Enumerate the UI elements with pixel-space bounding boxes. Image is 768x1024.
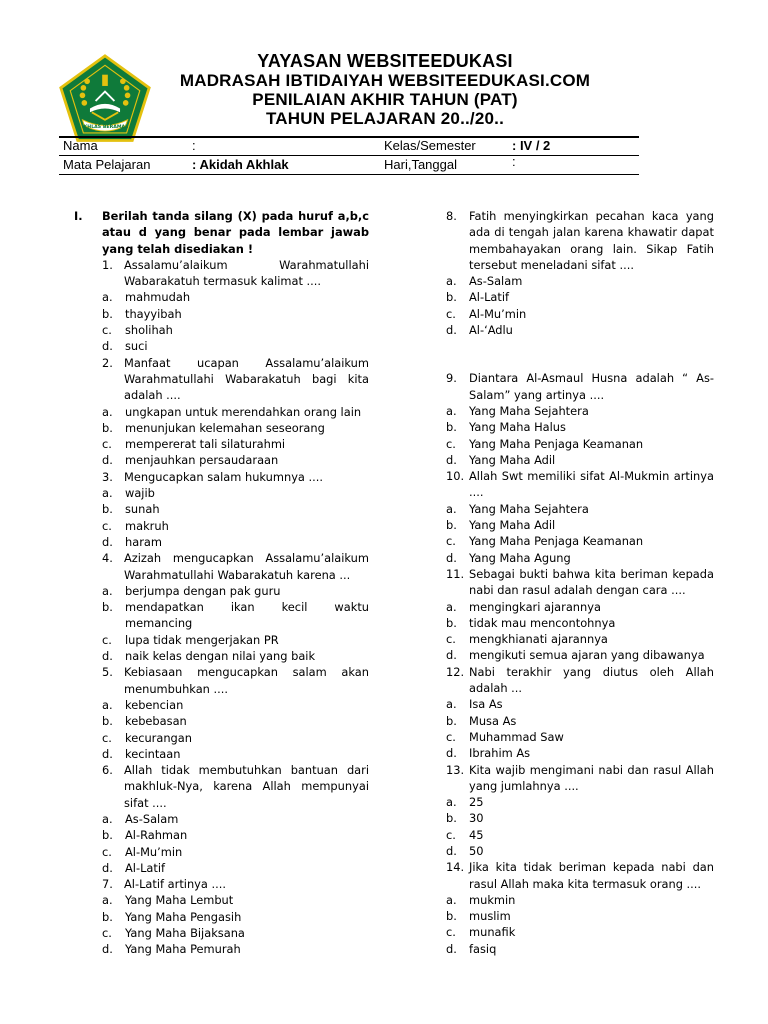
answer-option[interactable] — [102, 746, 369, 762]
option-text: kebebasan — [125, 714, 187, 729]
question-text: Manfaat ucapan Assalamu’alaikum Warahmatullahi Wabarakatuh bagi kita adalah .... — [124, 355, 369, 403]
question-text: Al-Latif artinya .... — [124, 877, 226, 892]
academic-year: TAHUN PELAJARAN 20../20.. — [265, 109, 504, 128]
answer-option[interactable] — [102, 827, 369, 843]
option-letter: c. — [102, 730, 112, 745]
question-8 — [446, 208, 714, 338]
answer-option[interactable] — [446, 647, 714, 663]
option-text: Yang Maha Sejahtera — [469, 403, 589, 418]
option-text: lupa tidak mengerjakan PR — [125, 632, 279, 647]
kemenag-logo — [58, 54, 152, 148]
question-text: Kita wajib mengimani nabi dan rasul Allah yang jumlahnya .... — [469, 762, 714, 793]
nama-label: Nama — [63, 138, 98, 153]
option-text: 25 — [469, 795, 484, 810]
option-letter: a. — [446, 697, 457, 712]
option-text: munafik — [469, 925, 516, 940]
question-text: Azizah mengucapkan Assalamu’alaikum Warahmatullahi Wabarakatuh karena ... — [124, 551, 369, 582]
answer-option[interactable] — [102, 404, 369, 420]
question-stem — [102, 550, 369, 583]
option-text: Yang Maha Pemurah — [125, 942, 241, 957]
question-number: 2. — [102, 355, 113, 370]
option-text: muslim — [469, 909, 511, 924]
option-letter: a. — [446, 274, 457, 289]
option-text: As-Salam — [469, 274, 523, 289]
option-letter: d. — [446, 941, 457, 956]
answer-option[interactable] — [446, 827, 714, 843]
option-letter: d. — [102, 339, 113, 354]
option-text: Musa As — [469, 713, 517, 728]
option-text: Yang Maha Lembut — [125, 893, 234, 908]
answer-option[interactable] — [102, 420, 369, 436]
option-letter: a. — [102, 290, 113, 305]
option-text: suci — [125, 339, 148, 354]
option-text: mukmin — [469, 892, 516, 907]
answer-option[interactable] — [102, 811, 369, 827]
question-stem — [102, 469, 369, 485]
option-letter: b. — [102, 306, 113, 321]
answer-option[interactable] — [102, 860, 369, 876]
option-letter: d. — [102, 860, 113, 875]
option-letter: a. — [102, 404, 113, 419]
answer-option[interactable] — [102, 306, 369, 322]
info-divider — [59, 155, 639, 156]
option-text: sholihah — [125, 323, 173, 338]
question-text: Allah Swt memiliki sifat Al-Mukmin artinya .... — [469, 469, 714, 500]
answer-option[interactable] — [102, 632, 369, 648]
option-letter: b. — [446, 290, 457, 305]
question-number: 7. — [102, 877, 113, 892]
question-text: Assalamu’alaikum Warahmatullahi Wabarakatuh termasuk kalimat .... — [124, 257, 369, 289]
option-text: haram — [125, 534, 162, 549]
question-stem — [102, 762, 369, 811]
option-text: Al-Mu’min — [469, 306, 527, 321]
answer-option[interactable] — [446, 631, 714, 647]
question-12 — [446, 664, 714, 762]
answer-option[interactable] — [102, 338, 369, 354]
answer-option[interactable] — [102, 289, 369, 305]
question-text: Mengucapkan salam hukumnya .... — [124, 469, 324, 484]
info-bottom-divider — [59, 174, 639, 175]
question-13 — [446, 762, 714, 860]
question-10 — [446, 468, 714, 566]
option-letter: d. — [102, 534, 113, 549]
option-letter: c. — [102, 518, 112, 533]
option-letter: a. — [102, 811, 113, 826]
question-text: Fatih menyingkirkan pecahan kaca yang ada di tengah jalan karena khawatir dapat membahayakan orang lain. Sikap Fatih tersebut meneladani sifat .... — [469, 209, 714, 272]
answer-option[interactable] — [102, 518, 369, 534]
option-text: Al-Latif — [469, 290, 510, 305]
option-text: mendapatkan ikan kecil waktu memancing — [125, 600, 369, 631]
option-text: Al-‘Adlu — [469, 323, 513, 338]
option-letter: b. — [102, 828, 113, 843]
answer-option[interactable] — [102, 925, 369, 941]
option-text: menjauhkan persaudaraan — [125, 453, 279, 468]
answer-option[interactable] — [446, 306, 714, 322]
question-number: 12. — [446, 664, 465, 679]
question-number: 5. — [102, 665, 113, 680]
option-text: As-Salam — [125, 811, 179, 826]
answer-option[interactable] — [102, 941, 369, 957]
mapel-value: : Akidah Akhlak — [192, 157, 289, 172]
option-letter: a. — [446, 501, 457, 516]
question-5 — [102, 664, 369, 762]
option-letter: b. — [446, 713, 457, 728]
question-stem — [446, 762, 714, 795]
answer-option[interactable] — [446, 599, 714, 615]
question-text: Diantara Al-Asmaul Husna adalah “ As-Salam” yang artinya .... — [469, 371, 714, 402]
question-number: 11. — [446, 566, 465, 581]
option-letter: d. — [102, 649, 113, 664]
answer-option[interactable] — [102, 730, 369, 746]
question-number: 14. — [446, 860, 465, 875]
answer-option[interactable] — [446, 794, 714, 810]
question-text: Jika kita tidak beriman kepada nabi dan rasul Allah maka kita termasuk orang .... — [469, 860, 714, 891]
answer-option[interactable] — [446, 615, 714, 631]
answer-option[interactable] — [446, 713, 714, 729]
answer-option[interactable] — [446, 533, 714, 549]
option-letter: a. — [102, 697, 113, 712]
question-stem — [446, 208, 714, 273]
answer-option[interactable] — [446, 729, 714, 745]
question-stem — [446, 370, 714, 403]
answer-option[interactable] — [446, 403, 714, 419]
option-text: Al-Rahman — [125, 828, 188, 843]
question-stem — [102, 257, 369, 290]
answer-option[interactable] — [102, 909, 369, 925]
option-text: sunah — [125, 502, 160, 517]
answer-option[interactable] — [102, 452, 369, 468]
answer-option[interactable] — [446, 908, 714, 924]
question-2 — [102, 355, 369, 469]
option-text: Yang Maha Penjaga Keamanan — [469, 534, 644, 549]
option-letter: b. — [446, 615, 457, 630]
option-letter: d. — [102, 746, 113, 761]
hari-label: Hari,Tanggal — [384, 157, 457, 172]
option-text: Al-Latif — [125, 860, 166, 875]
option-letter: d. — [446, 843, 457, 858]
question-number: 4. — [102, 551, 113, 566]
option-text: Yang Maha Adil — [469, 452, 556, 467]
answer-option[interactable] — [102, 485, 369, 501]
option-letter: c. — [102, 323, 112, 338]
answer-option[interactable] — [446, 322, 714, 338]
option-letter: c. — [446, 729, 456, 744]
option-letter: d. — [446, 550, 457, 565]
option-text: Yang Maha Bijaksana — [125, 926, 245, 941]
answer-option[interactable] — [446, 745, 714, 761]
header-divider — [59, 136, 639, 138]
answer-option[interactable] — [102, 599, 369, 632]
section-numeral: I. — [74, 209, 83, 223]
option-letter: c. — [446, 436, 456, 451]
option-letter: c. — [446, 632, 456, 647]
answer-option[interactable] — [102, 648, 369, 664]
answer-option[interactable] — [446, 289, 714, 305]
question-number: 8. — [446, 209, 457, 223]
question-6 — [102, 762, 369, 876]
option-letter: b. — [446, 909, 457, 924]
answer-option[interactable] — [446, 843, 714, 859]
option-text: mengikuti semua ajaran yang dibawanya — [469, 648, 705, 663]
option-text: Yang Maha Halus — [469, 420, 566, 435]
option-letter: c. — [102, 437, 112, 452]
option-letter: a. — [102, 486, 113, 501]
question-stem — [102, 664, 369, 697]
question-14 — [446, 859, 714, 957]
option-text: Yang Maha Adil — [469, 518, 556, 533]
option-text: mempererat tali silaturahmi — [125, 437, 286, 452]
option-letter: a. — [446, 892, 457, 907]
option-text: Al-Mu’min — [125, 844, 183, 859]
option-text: wajib — [125, 486, 155, 501]
answer-option[interactable] — [446, 273, 714, 289]
right-question-list — [446, 208, 714, 957]
option-text: mengingkari ajarannya — [469, 599, 601, 614]
left-question-list — [102, 257, 369, 958]
option-text: mengkhianati ajarannya — [469, 632, 608, 647]
option-text: naik kelas dengan nilai yang baik — [125, 649, 316, 664]
option-letter: d. — [446, 648, 457, 663]
question-11 — [446, 566, 714, 664]
answer-option[interactable] — [102, 436, 369, 452]
option-text: kecurangan — [125, 730, 192, 745]
option-text: kecintaan — [125, 746, 181, 761]
answer-option[interactable] — [446, 436, 714, 452]
option-letter: c. — [102, 632, 112, 647]
option-text: 45 — [469, 827, 484, 842]
option-letter: a. — [446, 795, 457, 810]
right-column — [446, 208, 714, 957]
answer-option[interactable] — [446, 892, 714, 908]
question-text: Nabi terakhir yang diutus oleh Allah adalah ... — [469, 664, 714, 696]
answer-option[interactable] — [446, 941, 714, 957]
answer-option[interactable] — [446, 419, 714, 435]
foundation-name: YAYASAN WEBSITEEDUKASI — [257, 51, 513, 71]
question-9 — [446, 370, 714, 468]
option-letter: d. — [102, 942, 113, 957]
option-letter: b. — [102, 714, 113, 729]
school-name: MADRASAH IBTIDAIYAH WEBSITEEDUKASI.COM — [179, 71, 591, 90]
question-number: 6. — [102, 763, 113, 778]
option-letter: b. — [102, 909, 113, 924]
answer-option[interactable] — [102, 534, 369, 550]
answer-option[interactable] — [446, 517, 714, 533]
option-text: menunjukan kelemahan seseorang — [125, 420, 325, 435]
question-7 — [102, 876, 369, 957]
question-stem — [102, 355, 369, 404]
option-text: makruh — [125, 518, 169, 533]
answer-option[interactable] — [102, 583, 369, 599]
nama-separator: : — [192, 138, 196, 153]
option-text: tidak mau mencontohnya — [469, 615, 616, 630]
option-letter: a. — [102, 583, 113, 598]
option-text: Isa As — [469, 697, 503, 712]
answer-option[interactable] — [446, 550, 714, 566]
option-letter: d. — [446, 452, 457, 467]
option-text: Yang Maha Agung — [469, 550, 571, 565]
option-letter: c. — [102, 844, 112, 859]
answer-option[interactable] — [102, 697, 369, 713]
question-1 — [102, 257, 369, 355]
option-text: ungkapan untuk merendahkan orang lain — [125, 404, 362, 419]
option-letter: b. — [446, 518, 457, 533]
mapel-label: Mata Pelajaran — [63, 157, 151, 172]
option-text: thayyibah — [125, 306, 182, 321]
exam-title: PENILAIAN AKHIR TAHUN (PAT) — [252, 90, 518, 109]
option-text: Yang Maha Pengasih — [125, 909, 242, 924]
left-column — [74, 208, 369, 958]
question-stem — [446, 468, 714, 501]
option-letter: c. — [446, 925, 456, 940]
answer-option[interactable] — [102, 713, 369, 729]
kelas-label: Kelas/Semester — [384, 138, 476, 153]
answer-option[interactable] — [102, 501, 369, 517]
answer-option[interactable] — [102, 844, 369, 860]
question-text: Kebiasaan mengucapkan salam akan menumbuhkan .... — [124, 665, 369, 696]
option-letter: c. — [446, 827, 456, 842]
answer-option[interactable] — [446, 501, 714, 517]
question-stem — [446, 859, 714, 892]
option-letter: d. — [446, 746, 457, 761]
answer-option[interactable] — [102, 322, 369, 338]
instruction-text: Berilah tanda silang (X) pada huruf a,b,c atau d yang benar pada lembar jawab yang telah disediakan ! — [102, 209, 369, 256]
question-number: 13. — [446, 762, 465, 777]
option-text: Yang Maha Penjaga Keamanan — [469, 436, 644, 451]
hari-separator: : — [512, 154, 516, 169]
question-stem — [446, 566, 714, 599]
option-text: Muhammad Saw — [469, 729, 564, 744]
school-header — [150, 52, 620, 128]
answer-option[interactable] — [102, 892, 369, 908]
option-text: fasiq — [469, 941, 497, 956]
option-letter: a. — [446, 599, 457, 614]
answer-option[interactable] — [446, 924, 714, 940]
question-text: Allah tidak membutuhkan bantuan dari makhluk-Nya, karena Allah mempunyai sifat .... — [124, 763, 369, 810]
answer-option[interactable] — [446, 810, 714, 826]
option-text: Ibrahim As — [469, 746, 531, 761]
question-3 — [102, 469, 369, 550]
answer-option[interactable] — [446, 452, 714, 468]
option-letter: b. — [446, 811, 457, 826]
question-number: 10. — [446, 469, 465, 484]
question-number: 9. — [446, 371, 457, 386]
option-letter: b. — [446, 420, 457, 435]
spacer — [446, 338, 714, 370]
option-text: kebencian — [125, 697, 184, 712]
option-letter: b. — [102, 600, 113, 615]
question-4 — [102, 550, 369, 664]
option-text: 30 — [469, 811, 484, 826]
question-stem — [102, 876, 369, 892]
option-letter: d. — [102, 453, 113, 468]
answer-option[interactable] — [446, 696, 714, 712]
option-letter: b. — [102, 420, 113, 435]
question-number: 1. — [102, 257, 113, 272]
question-number: 3. — [102, 469, 113, 484]
option-letter: c. — [446, 534, 456, 549]
kelas-value: : IV / 2 — [512, 138, 551, 153]
option-letter: d. — [446, 323, 457, 338]
option-text: 50 — [469, 843, 484, 858]
section-instruction — [74, 208, 369, 257]
option-letter: a. — [102, 893, 113, 908]
option-text: berjumpa dengan pak guru — [125, 583, 281, 598]
option-letter: b. — [102, 502, 113, 517]
option-letter: c. — [102, 926, 112, 941]
option-text: mahmudah — [125, 290, 191, 305]
question-stem — [446, 664, 714, 697]
option-text: Yang Maha Sejahtera — [469, 501, 589, 516]
option-letter: c. — [446, 306, 456, 321]
option-letter: a. — [446, 403, 457, 418]
logo-motto: IKHLAS BERAMAL — [81, 124, 129, 130]
question-text: Sebagai bukti bahwa kita beriman kepada nabi dan rasul adalah dengan cara .... — [469, 566, 714, 598]
